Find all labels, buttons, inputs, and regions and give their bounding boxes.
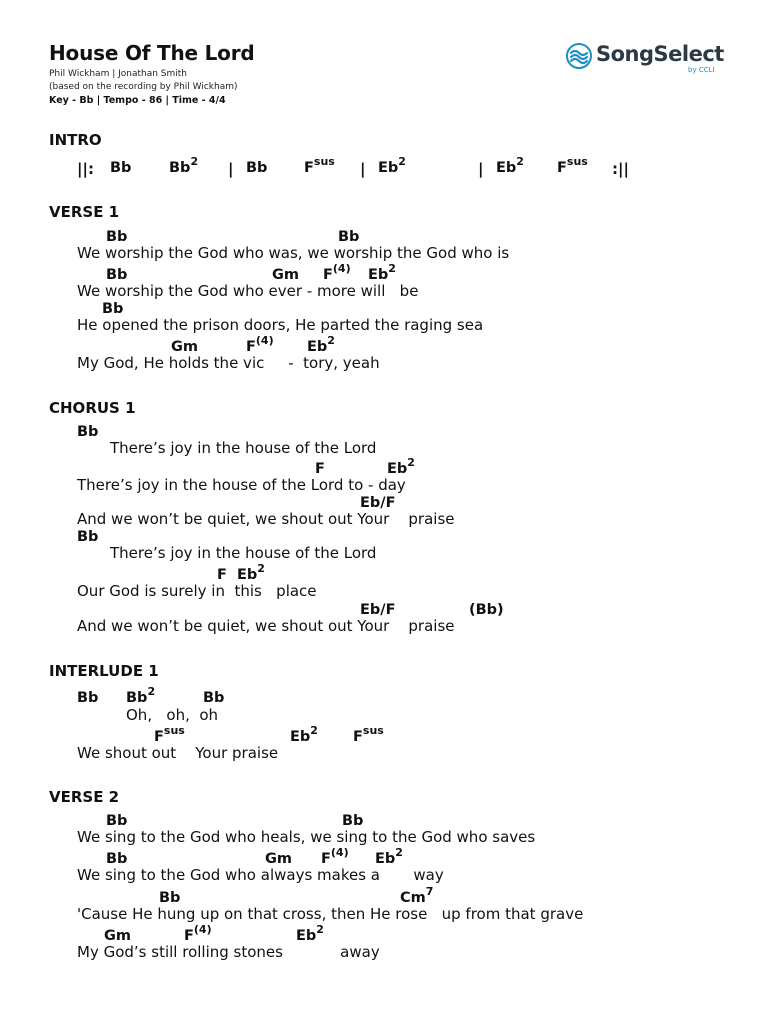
repeat-start: ||: xyxy=(77,160,94,178)
chord: Eb$^2$ xyxy=(378,155,406,176)
chord: Bb xyxy=(77,424,99,440)
lyric-line: We sing to the God who always makes a way xyxy=(77,866,444,884)
section-intro: INTRO xyxy=(49,131,102,149)
chord: Cm$^7$ xyxy=(400,885,434,906)
chord: Eb$^2$ xyxy=(368,262,396,283)
recording-note: (based on the recording by Phil Wickham) xyxy=(49,82,238,92)
lyric-line: We shout out Your praise xyxy=(77,744,279,762)
chord: $F^{sus}$ xyxy=(304,155,335,176)
chord: Bb$^2$ xyxy=(169,155,199,176)
song-title: House Of The Lord xyxy=(49,41,255,65)
lyric-line: Our God is surely in this place xyxy=(77,582,317,600)
lyric-line: There’s joy in the house of the Lord to - day xyxy=(77,476,406,494)
chord: Gm xyxy=(171,339,199,355)
lyric-line: He opened the prison doors, He parted the raging sea xyxy=(77,316,484,334)
chord: Gm xyxy=(104,928,132,944)
chord: Eb$^2$ xyxy=(290,724,318,745)
lyric-line: There’s joy in the house of the Lord xyxy=(110,439,377,457)
chord: $F^{sus}$ xyxy=(353,724,384,745)
chord: F xyxy=(217,567,227,583)
logo-wordmark: SongSelect xyxy=(596,42,724,66)
chord: $F^{(4)}$ xyxy=(321,846,349,867)
lyric-line: We worship the God who was, we worship the God who is xyxy=(77,244,510,262)
lyric-line: 'Cause He hung up on that cross, then He rose up from that grave xyxy=(77,905,584,923)
chord: Bb xyxy=(338,229,360,245)
lyric-line: We worship the God who ever - more will be xyxy=(77,282,419,300)
lyric-line: We sing to the God who heals, we sing to the God who saves xyxy=(77,828,536,846)
chord: Bb xyxy=(159,890,181,906)
chord: Eb/F xyxy=(360,495,396,511)
chord: Bb xyxy=(106,229,128,245)
chord: $F^{(4)}$ xyxy=(323,262,351,283)
songselect-logo xyxy=(566,42,726,76)
song-authors: Phil Wickham | Jonathan Smith xyxy=(49,69,188,79)
section-verse-2: VERSE 2 xyxy=(49,788,120,806)
chord: Bb xyxy=(246,160,268,176)
chord: Bb xyxy=(77,529,99,545)
chord: Bb xyxy=(106,267,128,283)
lyric-line: My God, He holds the vic - tory, yeah xyxy=(77,354,380,372)
lyric-line: And we won’t be quiet, we shout out Your praise xyxy=(77,617,455,635)
chord: F xyxy=(315,461,325,477)
chord: Bb xyxy=(106,813,128,829)
chord: Eb$^2$ xyxy=(375,846,403,867)
chord: Eb$^2$ xyxy=(387,456,415,477)
lyric-line: My God’s still rolling stones away xyxy=(77,943,380,961)
bar-line: | xyxy=(360,160,366,178)
chord: Bb xyxy=(106,851,128,867)
chord: Eb$^2$ xyxy=(496,155,524,176)
logo-by-ccli: by CCLI xyxy=(688,66,715,74)
chord: Bb xyxy=(203,690,225,706)
chord: Eb$^2$ xyxy=(296,923,324,944)
chord: Bb$^2$ xyxy=(126,685,156,706)
chord: Eb$^2$ xyxy=(237,562,265,583)
chord: Bb xyxy=(110,160,132,176)
chord: $F^{sus}$ xyxy=(154,724,185,745)
chord: $F^{(4)}$ xyxy=(184,923,212,944)
chord: Eb/F xyxy=(360,602,396,618)
lyric-line: Oh, oh, oh xyxy=(126,706,219,724)
chord: Bb xyxy=(77,690,99,706)
chord: (Bb) xyxy=(469,602,504,618)
chord: Bb xyxy=(102,301,124,317)
lyric-line: There’s joy in the house of the Lord xyxy=(110,544,377,562)
section-verse-1: VERSE 1 xyxy=(49,203,120,221)
bar-line: | xyxy=(478,160,484,178)
lyric-line: And we won’t be quiet, we shout out Your praise xyxy=(77,510,455,528)
chord: Eb$^2$ xyxy=(307,334,335,355)
chord: Gm xyxy=(265,851,293,867)
chord: Bb xyxy=(342,813,364,829)
section-interlude-1: INTERLUDE 1 xyxy=(49,662,159,680)
chord: Gm xyxy=(272,267,300,283)
bar-line: | xyxy=(228,160,234,178)
section-chorus-1: CHORUS 1 xyxy=(49,399,136,417)
repeat-end: :|| xyxy=(612,160,629,178)
key-tempo-time: Key - Bb | Tempo - 86 | Time - 4/4 xyxy=(49,95,226,106)
chord: $F^{sus}$ xyxy=(557,155,588,176)
songselect-waves-icon xyxy=(566,43,592,69)
chord: $F^{(4)}$ xyxy=(246,334,274,355)
